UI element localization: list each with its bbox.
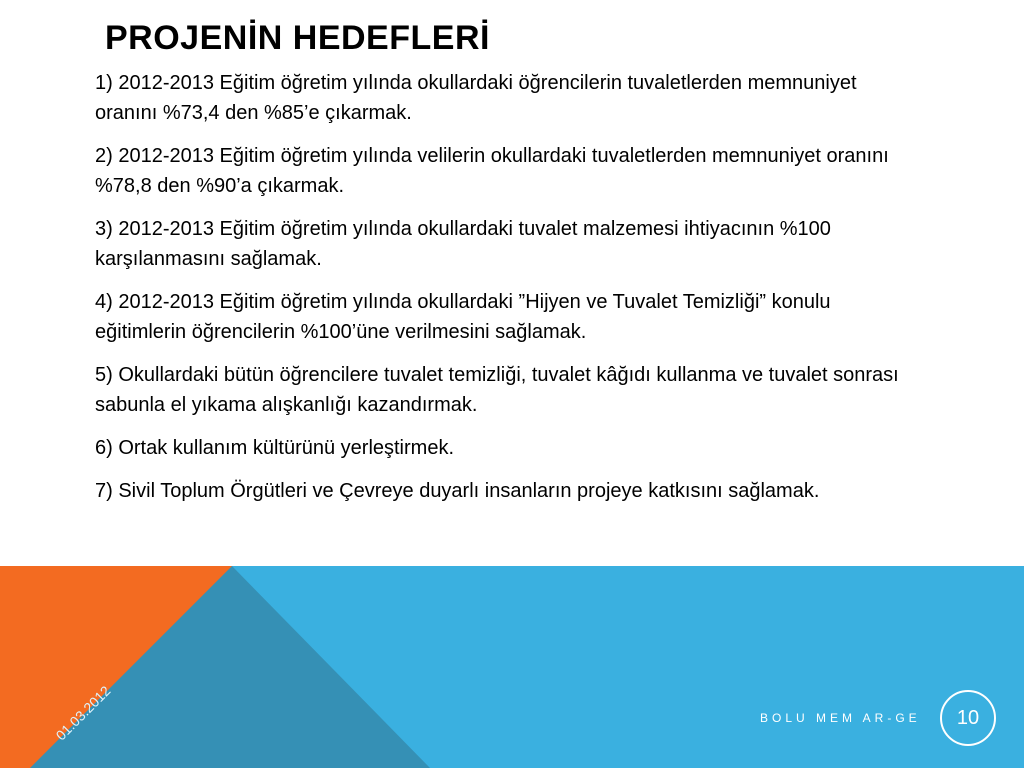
goal-item-6: 6) Ortak kullanım kültürünü yerleştirmek. [95,437,455,459]
goal-item-5: 5) Okullardaki bütün öğrencilere tuvalet temizliği, tuvalet kâğıdı kullanma ve tuvalet sonrası sabunla el yıkama alışkanlığı kazandırmak. [95,364,899,416]
footer-band [0,566,1024,768]
goal-item-7: 7) Sivil Toplum Örgütleri ve Çevreye duyarlı insanların projeye katkısını sağlamak. [95,480,820,502]
goal-item-1: 1) 2012-2013 Eğitim öğretim yılında okullardaki öğrencilerin tuvaletlerden memnuniyet oranını %73,4 den %85’e çıkarmak. [95,72,857,124]
slide-title: PROJENİN HEDEFLERİ [105,19,490,57]
goal-item-3: 3) 2012-2013 Eğitim öğretim yılında okullardaki tuvalet malzemesi ihtiyacının %100 karşılanmasını sağlamak. [95,218,831,270]
goal-item-2: 2) 2012-2013 Eğitim öğretim yılında velilerin okullardaki tuvaletlerden memnuniyet oranını %78,8 den %90’a çıkarmak. [95,145,889,197]
page-number-circle [940,690,996,746]
footer-organization: BOLU MEM AR-GE [760,711,921,725]
goal-item-4: 4) 2012-2013 Eğitim öğretim yılında okullardaki ”Hijyen ve Tuvalet Temizliği” konulu eğitimlerin öğrencilerin %100’üne verilmesini sağlamak. [95,291,831,343]
page-number: 10 [956,706,980,729]
slide-date: 01.03.2012 [52,682,114,744]
goals-list [95,68,920,519]
